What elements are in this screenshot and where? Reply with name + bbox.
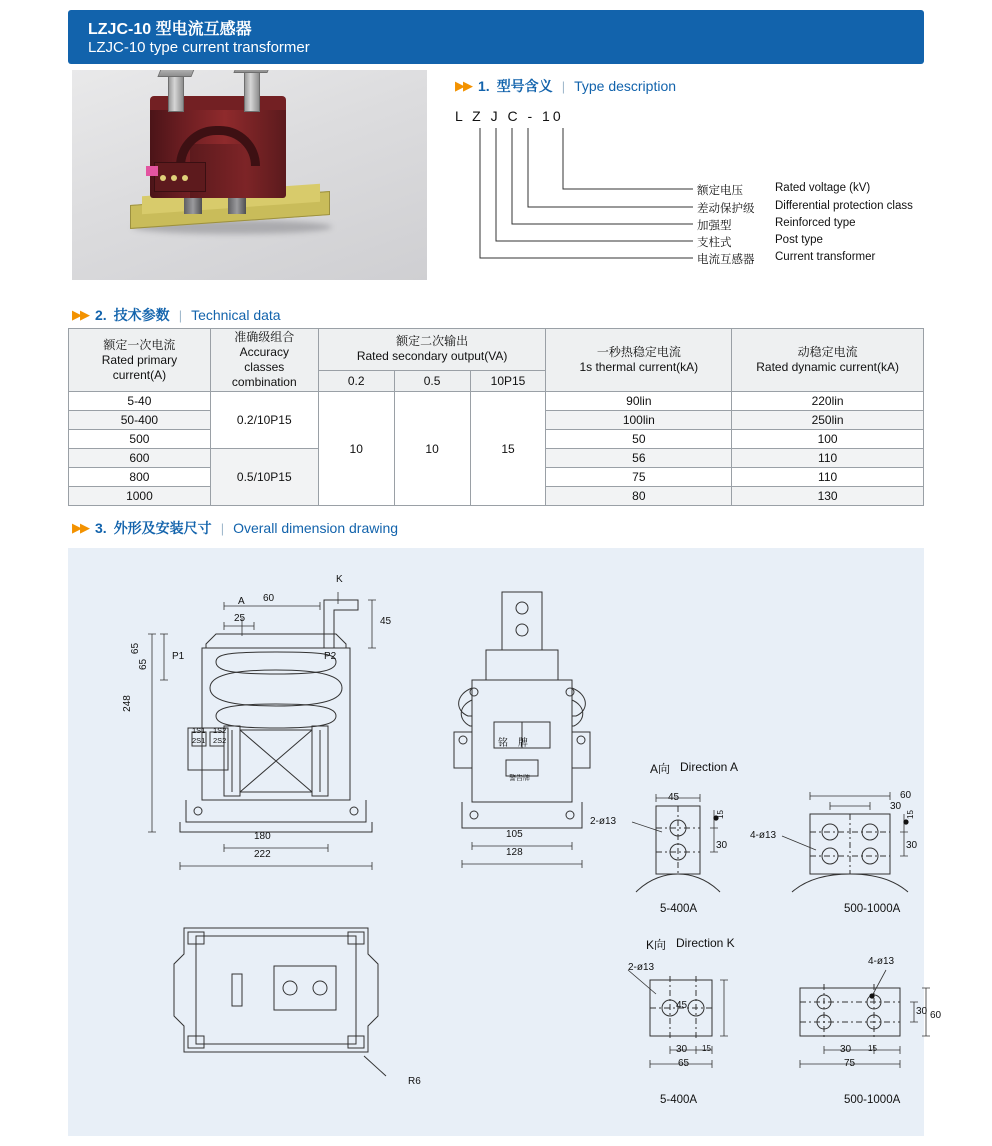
type-row-4-cn: 支柱式 [697, 237, 732, 249]
header-sub-10p15: 10P15 [470, 370, 546, 391]
section-heading-3 [72, 518, 398, 538]
type-row-4-en: Post type [775, 234, 823, 246]
front-dim-60: 60 [263, 593, 275, 604]
cell-accuracy-combination-1: 0.2/10P15 [210, 392, 318, 449]
side-nameplate-label: 铭 牌 [498, 738, 528, 749]
type-row-1-en: Rated voltage (kV) [775, 182, 871, 194]
photo-terminal-right [244, 70, 260, 112]
cell-thermal-current: 56 [546, 449, 732, 468]
front-label-P1: P1 [172, 651, 185, 662]
direction-k-left-caption: 5-400A [660, 1094, 698, 1106]
direction-k-left-hole-spec: 2-ø13 [628, 962, 655, 973]
header-title-model: LZJC-10 [88, 21, 152, 38]
type-row-1-cn: 额定电压 [697, 185, 743, 197]
direction-k-right-dim-75: 75 [844, 1058, 856, 1069]
type-code-string: L Z J C - 10 [455, 108, 564, 124]
cell-thermal-current: 90lin [546, 392, 732, 411]
header-accuracy-classes: 准确级组合 Accuracy classes combination [210, 329, 318, 392]
cell-dynamic-current: 100 [732, 430, 924, 449]
direction-k-left-dim-45: 45 [676, 1000, 688, 1011]
section-1-title-en: Type description [574, 78, 677, 94]
type-description-diagram [455, 70, 925, 285]
cell-dynamic-current: 110 [732, 449, 924, 468]
front-label-P2: P2 [324, 651, 337, 662]
front-label-1S1: 1S1 [192, 726, 206, 735]
direction-k-left-dim-65: 65 [678, 1058, 690, 1069]
header-sub-0-2: 0.2 [318, 370, 394, 391]
front-dim-45: 45 [380, 616, 392, 627]
header-rated-secondary-output: 额定二次输出 Rated secondary output(VA) [318, 329, 546, 371]
direction-a-left-hole-spec: 2-ø13 [590, 816, 617, 827]
front-dim-25: 25 [234, 613, 246, 624]
cell-primary-current: 800 [69, 468, 211, 487]
type-row-3-en: Reinforced type [775, 217, 856, 229]
header-rated-primary-current: 额定一次电流 Rated primary current(A) [69, 329, 211, 392]
section-2-divider: | [178, 307, 183, 323]
section-1-title-cn: 型号含义 [496, 78, 553, 94]
cell-dynamic-current: 130 [732, 487, 924, 506]
cell-thermal-current: 75 [546, 468, 732, 487]
header-title-cn-rest: 型电流互感器 [151, 21, 252, 38]
direction-a-left-dim-15: 15 [715, 810, 725, 819]
direction-k-right-dim-30: 30 [916, 1006, 928, 1017]
front-dim-248: 248 [121, 695, 133, 712]
direction-k-right-drawing [768, 962, 958, 1082]
type-row-2-en: Differential protection class [775, 200, 913, 212]
front-label-1S2: 1S2 [213, 726, 227, 735]
cell-secondary-10p15: 15 [470, 392, 546, 506]
direction-a-right-dim-30-top: 30 [890, 801, 902, 812]
double-arrow-icon: ▶▶ [72, 520, 88, 535]
section-1-number: 1. [478, 78, 490, 94]
photo-terminal-screws [160, 168, 193, 186]
section-3-number: 3. [95, 520, 107, 536]
table-row [69, 392, 924, 411]
header-title-cn [88, 16, 252, 39]
cell-primary-current: 1000 [69, 487, 211, 506]
type-row-5-en: Current transformer [775, 251, 876, 263]
section-3-title-en: Overall dimension drawing [233, 520, 399, 536]
cell-secondary-0-5: 10 [394, 392, 470, 506]
direction-a-left-dim-45: 45 [668, 792, 680, 803]
direction-a-right-dim-30-side: 30 [906, 840, 918, 851]
direction-k-left-dim-30: 30 [676, 1044, 688, 1055]
direction-a-right-dim-60: 60 [900, 790, 912, 801]
direction-a-title-en: Direction A [680, 760, 739, 774]
direction-k-right-caption: 500-1000A [844, 1094, 901, 1106]
cell-primary-current: 500 [69, 430, 211, 449]
section-3-divider: | [220, 520, 225, 536]
photo-terminal-tab-left [157, 70, 196, 77]
cell-primary-current: 5-40 [69, 392, 211, 411]
section-2-title-cn: 技术参数 [113, 307, 170, 323]
technical-data-table-wrapper [68, 328, 924, 506]
cell-dynamic-current: 220lin [732, 392, 924, 411]
type-row-3-cn: 加强型 [697, 220, 732, 232]
cell-thermal-current: 80 [546, 487, 732, 506]
table-header-row-1 [69, 329, 924, 371]
direction-k-left-dim-15: 15 [702, 1044, 711, 1053]
direction-a-left-drawing [596, 788, 756, 918]
header-sub-0-5: 0.5 [394, 370, 470, 391]
header-thermal-current: 一秒热稳定电流 1s thermal current(kA) [546, 329, 732, 392]
direction-k-right-dim-30-bottom: 30 [840, 1044, 852, 1055]
svg-text:65: 65 [138, 658, 149, 670]
direction-a-title-cn: A向 [650, 762, 671, 776]
type-row-5-cn: 电流互感器 [697, 254, 755, 266]
direction-a-right-hole-spec: 4-ø13 [750, 830, 777, 841]
section-2-title-en: Technical data [191, 307, 281, 323]
section-3-title-cn: 外形及安装尺寸 [113, 520, 212, 536]
side-dim-105: 105 [506, 829, 523, 840]
cell-primary-current: 50-400 [69, 411, 211, 430]
front-label-2S2: 2S2 [213, 736, 227, 745]
direction-k-title-cn: K向 [646, 938, 667, 952]
technical-data-table [68, 328, 924, 506]
product-photo [72, 70, 427, 280]
bottom-label-R6: R6 [408, 1076, 421, 1087]
direction-k-right-hole-spec: 4-ø13 [868, 956, 895, 967]
type-row-2-cn: 差动保护级 [697, 203, 755, 215]
cell-accuracy-combination-2: 0.5/10P15 [210, 449, 318, 506]
direction-a-right-caption: 500-1000A [844, 903, 901, 915]
front-dim-180: 180 [254, 831, 271, 842]
front-dim-K: K [336, 574, 343, 585]
cell-dynamic-current: 250lin [732, 411, 924, 430]
header-dynamic-current: 动稳定电流 Rated dynamic current(kA) [732, 329, 924, 392]
cell-secondary-0-2: 10 [318, 392, 394, 506]
dimension-drawing-area [68, 548, 942, 1136]
direction-a-right-drawing [768, 788, 958, 918]
direction-a-left-dim-30: 30 [716, 840, 728, 851]
double-arrow-icon: ▶▶ [455, 78, 471, 93]
direction-k-right-dim-60: 60 [930, 1010, 942, 1021]
section-2-number: 2. [95, 307, 107, 323]
side-warning-label: 警告牌 [509, 775, 530, 782]
front-dim-A: A [238, 596, 245, 607]
side-dim-128: 128 [506, 847, 523, 858]
section-1-divider: | [561, 78, 566, 94]
direction-a-left-caption: 5-400A [660, 903, 698, 915]
cell-dynamic-current: 110 [732, 468, 924, 487]
direction-k-right-dim-15: 15 [868, 1044, 877, 1053]
page-header [68, 10, 924, 64]
photo-terminal-tab-right [233, 70, 272, 73]
photo-label-sticker [146, 166, 158, 176]
double-arrow-icon: ▶▶ [72, 307, 88, 322]
direction-k-title-en: Direction K [676, 936, 735, 950]
cell-primary-current: 600 [69, 449, 211, 468]
direction-a-right-dim-15: 15 [905, 810, 915, 819]
cell-thermal-current: 50 [546, 430, 732, 449]
header-title-en: LZJC-10 type current transformer [88, 39, 310, 56]
front-dim-222: 222 [254, 849, 271, 860]
front-label-2S1: 2S1 [192, 736, 206, 745]
section-heading-2 [72, 305, 281, 325]
cell-thermal-current: 100lin [546, 411, 732, 430]
front-dim-65: 65 [130, 642, 142, 655]
